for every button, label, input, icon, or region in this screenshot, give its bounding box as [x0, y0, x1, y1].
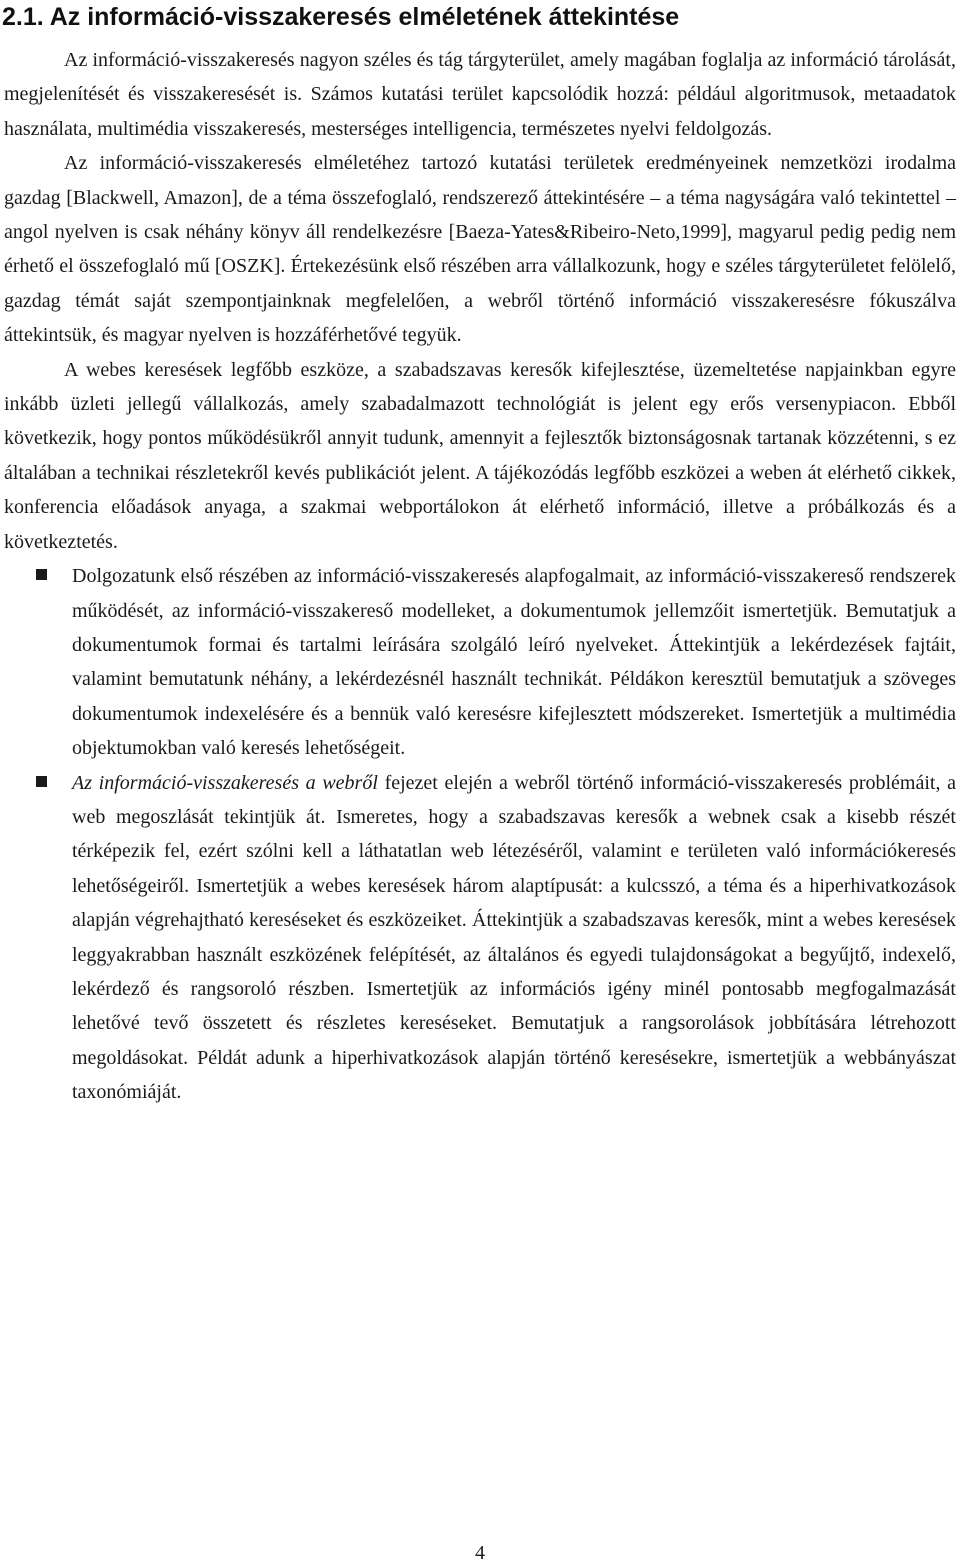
list-item-text: Dolgozatunk első részében az információ-visszakeresés alapfogalmait, az információ-visszakereső rendszerek működését, az információ-visszakereső modelleket, a dokumentumok jellemzőit ismertetjük. Bemutatjuk a dokumentumok formai és tartalmi leírására szolgáló leíró nyelveket. Áttekintjük a lekérdezések fajtáit, valamint bemutatunk néhány, a lekérdezésnél használt technikát. Példákon keresztül bemutatjuk a szöveges dokumentumok indexelésére és a bennük való keresésre kifejlesztett módszereket. Ismertetjük a multimédia objektumokban való keresés lehetőségeit. [72, 565, 956, 760]
body-text [4, 43, 956, 1110]
list-item [4, 559, 956, 765]
page-number: 4 [475, 1542, 485, 1564]
chapter-summary-list [4, 559, 956, 1110]
section-heading: 2.1. Az információ-visszakeresés elméletének áttekintése [2, 3, 680, 31]
chapter-title-italic: Az információ-visszakeresés a webről [72, 771, 378, 794]
list-item [4, 766, 956, 1110]
paragraph-intro: Az információ-visszakeresés nagyon széles és tág tárgyterület, amely magában foglalja az információ tárolását, megjelenítését és visszakeresését is. Számos kutatási terület kapcsolódik hozzá: például algoritmusok, metaadatok használata, multimédia visszakeresés, mesterséges intelligencia, természetes nyelvi feldolgozás. [4, 49, 956, 140]
square-bullet-icon [36, 776, 47, 787]
paragraph-web-search: A webes keresések legfőbb eszköze, a szabadszavas keresők kifejlesztése, üzemeltetése napjainkban egyre inkább üzleti jellegű vállalkozás, amely szabadalmazott technológiát is jelent egy erős versenypiacon. Ebből következik, hogy pontos működésükről annyit tudunk, amennyit a fejlesztők biztonságosnak tartanak közzétenni, s ez általában a technikai részletekről kevés publikációt jelent. A tájékozódás legfőbb eszközei a weben át elérhető cikkek, konferencia előadások anyaga, a szakmai webportálokon át elérhető információ, illetve a próbálkozás és a következtetés. [4, 358, 956, 553]
list-item-text: fejezet elején a webről történő információ-visszakeresés problémáit, a web megoszlását tekintjük át. Ismeretes, hogy a szabadszavas keresők a webnek csak a kisebb részét térképezik fel, ezért szólni kell a láthatatlan web létezéséről, valamint e területen való információkeresés lehetőségeiről. Ismertetjük a webes keresések három alaptípusát: a kulcsszó, a téma és a hiperhivatkozások alapján végrehajtható kereséseket és eszközeiket. Áttekintjük a szabadszavas keresők, mint a webes keresések leggyakrabban használt eszközének felépítését, az általános és egyedi tulajdonságokat a begyűjtő, indexelő, lekérdező és rangsoroló részben. Ismertetjük az információs igény minél pontosabb megfogalmazását lehetővé tevő összetett és részletes kereséseket. Bemutatjuk a rangsorolások jobbítására létrehozott megoldásokat. Példát adunk a hiperhivatkozások alapján történő keresésekre, ismertetjük a webbányászat taxonómiáját. [72, 771, 957, 1104]
paragraph-literature: Az információ-visszakeresés elméletéhez tartozó kutatási területek eredményeinek nemzetközi irodalma gazdag [Blackwell, Amazon], de a téma összefoglaló, rendszerező áttekintésére – a téma nagyságára való tekintettel – angol nyelven is csak néhány könyv áll rendelkezésre [Baeza-Yates&Ribeiro-Neto,1999], magyarul pedig pedig nem érhető el összefoglaló mű [OSZK]. Értekezésünk első részében arra vállalkozunk, hogy e széles tárgyterületet felölelő, gazdag témát saját szempontjainknak megfelelően, a webről történő információ visszakeresésre fókuszálva áttekintsük, és magyar nyelven is hozzáférhetővé tegyük. [4, 152, 956, 347]
square-bullet-icon [36, 569, 47, 580]
